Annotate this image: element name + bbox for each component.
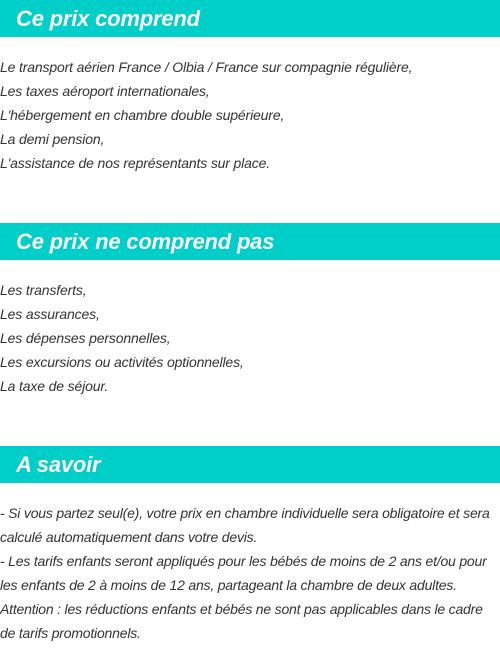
section-not-included xyxy=(0,223,500,398)
section-title-not-included: Ce prix ne comprend pas xyxy=(16,229,275,254)
list-item: Les assurances, xyxy=(0,306,100,322)
section-included xyxy=(0,0,500,175)
list-item: La taxe de séjour. xyxy=(0,378,109,394)
section-header-included xyxy=(0,0,500,37)
list-item: La demi pension, xyxy=(0,131,105,147)
section-header-good-to-know xyxy=(0,446,500,483)
info-paragraph: - Les tarifs enfants seront appliqués pour les bébés de moins de 2 ans et/ou pour les enfants de 2 à moins de 12 ans, partageant la chambre de deux adultes. xyxy=(0,553,487,593)
section-body-not-included xyxy=(0,260,500,398)
list-item: L'hébergement en chambre double supérieure, xyxy=(0,107,285,123)
section-title-included: Ce prix comprend xyxy=(16,6,200,31)
section-body-included xyxy=(0,37,500,175)
list-item: L'assistance de nos représentants sur place. xyxy=(0,155,271,171)
list-item: Les transferts, xyxy=(0,282,87,298)
list-item: Le transport aérien France / Olbia / France sur compagnie régulière, xyxy=(0,59,413,75)
info-paragraph: Attention : les réductions enfants et bébés ne sont pas applicables dans le cadre de tarifs promotionnels. xyxy=(0,601,483,641)
list-item: Les excursions ou activités optionnelles, xyxy=(0,354,244,370)
info-paragraph: - Si vous partez seul(e), votre prix en chambre individuelle sera obligatoire et sera calculé automatiquement dans votre devis. xyxy=(0,505,490,545)
section-title-good-to-know: A savoir xyxy=(16,452,101,477)
section-header-not-included xyxy=(0,223,500,260)
list-item: Les dépenses personnelles, xyxy=(0,330,171,346)
section-body-good-to-know xyxy=(0,483,500,645)
section-good-to-know xyxy=(0,446,500,645)
list-item: Les taxes aéroport internationales, xyxy=(0,83,210,99)
